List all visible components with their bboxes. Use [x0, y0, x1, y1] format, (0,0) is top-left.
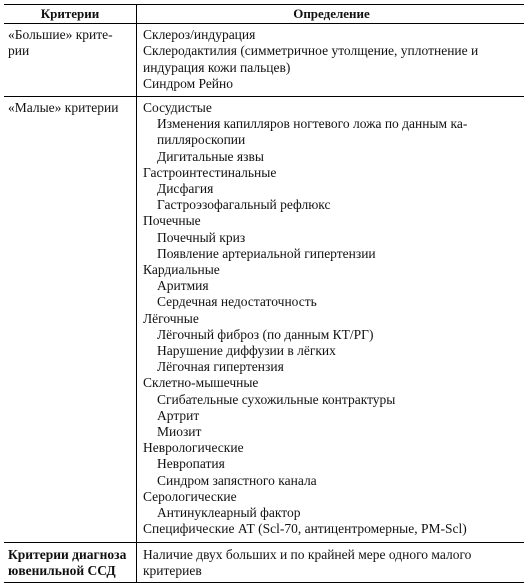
- group-title-serological: Серологические: [143, 488, 237, 504]
- table-row-major: [4, 24, 524, 97]
- diagnosis-text-line: критериев: [143, 562, 202, 578]
- diagnosis-text-line: Наличие двух больших и по крайней мере одного малого: [143, 546, 472, 562]
- group-title-gastrointestinal: Гастроинтестинальные: [143, 164, 277, 180]
- major-criteria-definition: [137, 24, 524, 96]
- major-item: индурация кожи пальцев): [143, 59, 291, 75]
- group-item: Лёгочный фиброз (по данным КТ/РГ): [157, 326, 374, 342]
- group-item: Почечный криз: [157, 229, 246, 245]
- table-row-minor: [4, 97, 524, 542]
- group-item: Невропатия: [157, 456, 225, 472]
- major-item: Склеродактилия (симметричное утолщение, уплотнение и: [143, 43, 479, 59]
- group-item: Изменения капилляров ногтевого ложа по данным ка-: [157, 116, 468, 132]
- group-item: Миозит: [157, 424, 202, 440]
- group-title-neurological: Неврологические: [143, 440, 244, 456]
- group-title-musculoskeletal: Склетно-мышечные: [143, 375, 259, 391]
- group-item: Дисфагия: [157, 181, 214, 197]
- diagnosis-definition: [137, 543, 524, 582]
- header-criteria: Критерии: [4, 5, 137, 23]
- major-item: Склероз/индурация: [143, 27, 256, 43]
- diagnosis-label-line: Критерии диагноза: [8, 546, 127, 562]
- minor-criteria-label: «Малые» критерии: [4, 97, 137, 541]
- group-item: Синдром запястного канала: [157, 472, 317, 488]
- diagnosis-label-line: ювенильной ССД: [8, 562, 116, 578]
- header-definition: Определение: [293, 6, 370, 21]
- group-item: Гастроэзофагальный рефлюкс: [157, 197, 331, 213]
- table-row-diagnosis: [4, 543, 524, 582]
- criteria-table: [4, 4, 524, 583]
- group-title-cardiac: Кардиальные: [143, 262, 220, 278]
- group-item: Антинуклеарный фактор: [157, 505, 301, 521]
- major-label-line: «Большие» крите-: [8, 27, 113, 43]
- group-title-vascular: Сосудистые: [143, 100, 212, 116]
- table-header-row: [4, 5, 524, 24]
- major-criteria-label: [4, 24, 137, 96]
- major-label-line: рии: [8, 43, 30, 59]
- group-title-renal: Почечные: [143, 213, 201, 229]
- group-item: Сгибательные сухожильные контрактуры: [157, 391, 396, 407]
- group-item: Сердечная недостаточность: [157, 294, 317, 310]
- group-title-pulmonary: Лёгочные: [143, 310, 199, 326]
- group-item: Нарушение диффузии в лёгких: [157, 343, 336, 359]
- minor-criteria-definition: [137, 97, 524, 541]
- group-item: Дигитальные язвы: [157, 148, 264, 164]
- group-item: пилляроскопии: [157, 132, 246, 148]
- group-item: Лёгочная гипертензия: [157, 359, 284, 375]
- major-item: Синдром Рейно: [143, 75, 234, 91]
- group-item: Появление артериальной гипертензии: [157, 245, 376, 261]
- group-item: Артрит: [157, 407, 200, 423]
- group-item: Аритмия: [157, 278, 209, 294]
- group-item: Специфические АТ (Scl-70, антицентромерные, PM-Scl): [143, 521, 467, 537]
- diagnosis-label: [4, 543, 137, 582]
